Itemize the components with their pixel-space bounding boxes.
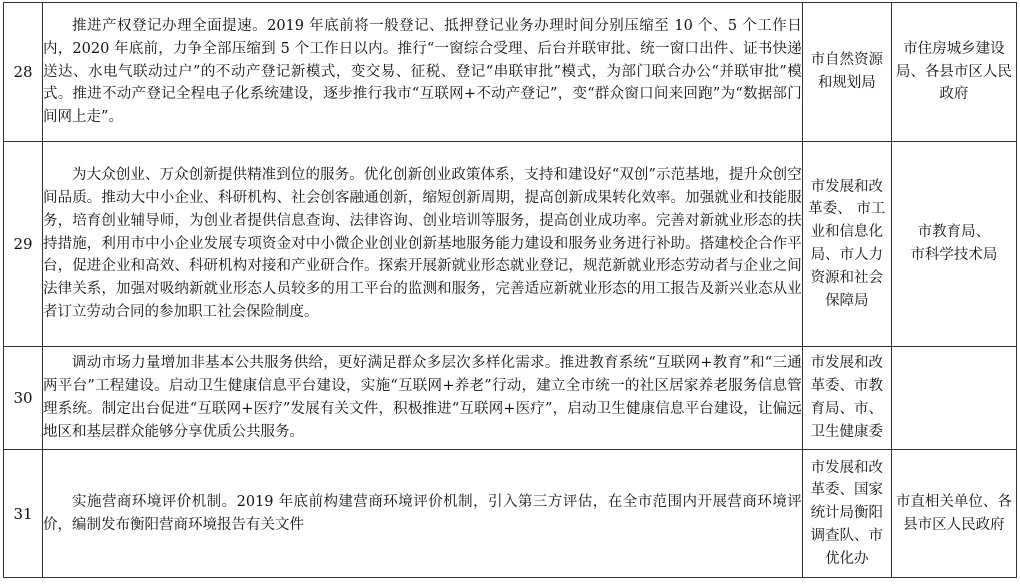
- lead-unit-line: 资源和社会: [810, 269, 884, 286]
- task-content: [43, 3, 803, 142]
- table-row: [4, 3, 1017, 142]
- lead-unit-line: 市自然资源: [810, 52, 884, 69]
- lead-unit: [802, 3, 891, 142]
- co-unit-line: 市科学技术局: [910, 247, 998, 263]
- lead-unit-line: 革委、 市工: [808, 201, 886, 218]
- co-units: [891, 347, 1016, 450]
- row-number: 28: [4, 3, 43, 142]
- lead-unit-line: 革委、国家: [810, 482, 884, 499]
- co-unit-line: 政府: [939, 86, 969, 103]
- lead-unit-line: 革委、市教: [810, 378, 884, 395]
- co-unit-line: 县市区人民政府: [903, 516, 1005, 533]
- table-row: [4, 450, 1017, 578]
- row-number: 29: [4, 142, 43, 347]
- co-units: [891, 142, 1016, 347]
- lead-unit-line: 和规划局: [817, 75, 876, 91]
- row-number: 31: [4, 450, 43, 578]
- task-content: [43, 450, 803, 578]
- lead-unit-line: 卫生健康委: [810, 423, 884, 440]
- lead-unit-line: 统计局衡阳: [810, 505, 884, 522]
- task-table: [3, 2, 1017, 578]
- lead-unit-line: 市发展和改: [810, 355, 884, 372]
- task-content-text: 实施营商环境评价机制。2019 年底前构建营商环境评价机制，引入第三方评估，在全市范围内开展营商环境评价，编制发布衡阳营商环境报告有关文件: [43, 493, 802, 533]
- lead-unit: [802, 347, 891, 450]
- co-unit-line: 局、各县市区人民: [895, 63, 1012, 80]
- row-number: 30: [4, 347, 43, 450]
- co-unit-line: 市直相关单位、各: [895, 493, 1012, 510]
- lead-unit-line: 局、市人力: [810, 247, 884, 263]
- co-units: [891, 3, 1016, 142]
- lead-unit-line: 育局、市、: [810, 401, 884, 417]
- co-unit-line: 市住房城乡建设: [903, 40, 1005, 57]
- task-content-text: 推进产权登记办理全面提速。2019 年底前将一般登记、抵押登记业务办理时间分别压缩至 10 个、5 个工作日内，2020 年底前，力争全部压缩到 5 个工作日以内。推行“一窗综合受理、后台并联审批、统一窗口出件、证书快递送达、水电气联动过户”的不动产登记新模式，变交易、征税、登记“串联审批”模式，为部门联合办公“并联审批”模式。推进不动产登记全程电子化系统建设，逐步推行我市“互联网+不动产登记”，变“群众窗口间来回跑”为“数据部门间网上走”。: [43, 18, 802, 126]
- task-content-text: 为大众创业、万众创新提供精准到位的服务。优化创新创业政策体系，支持和建设好“双创”示范基地，提升众创空间品质。推动大中小企业、科研机构、社会创客融通创新，缩短创新周期，提高创新成果转化效率。加强就业和技能服务，培育创业辅导师，为创业者提供信息查询、法律咨询、创业培训等服务，提高创业成功率。完善对新就业形态的扶持措施，利用市中小企业发展专项资金对中小微企业创业创新基地服务能力建设和服务业务进行补助。搭建校企合作平台，促进企业和高效、科研机构对接和产业研合作。探索开展新就业形态就业登记，规范新就业形态劳动者与企业之间法律关系，加强对吸纳新就业形态人员较多的用工平台的监测和服务，完善适应新就业形态的用工报告及新兴业态从业者订立劳动合同的参加职工社会保险制度。: [43, 167, 802, 320]
- lead-unit: [802, 450, 891, 578]
- task-content: [43, 347, 803, 450]
- table-row: [4, 142, 1017, 347]
- table-row: [4, 347, 1017, 450]
- co-unit-line: 市教育局、: [917, 224, 991, 241]
- task-content-text: 调动市场力量增加非基本公共服务供给，更好满足群众多层次多样化需求。推进教育系统“互联网+教育”和“三通两平台”工程建设。启动卫生健康信息平台建设，实施“互联网+养老”行动，建立全市统一的社区居家养老服务信息管理系统。制定出台促进“互联网+医疗”发展有关文件，积极推进“互联网+医疗”，启动卫生健康信息平台建设，让偏远地区和基层群众能够分享优质公共服务。: [43, 355, 802, 440]
- lead-unit-line: 市发展和改: [810, 459, 884, 476]
- task-content: [43, 142, 803, 347]
- lead-unit-line: 调查队、市: [810, 527, 884, 544]
- co-units: [891, 450, 1016, 578]
- lead-unit-line: 市发展和改: [810, 178, 884, 195]
- lead-unit-line: 业和信息化: [810, 224, 884, 241]
- lead-unit: [802, 142, 891, 347]
- lead-unit-line: 优化办: [825, 550, 869, 567]
- lead-unit-line: 保障局: [825, 292, 869, 309]
